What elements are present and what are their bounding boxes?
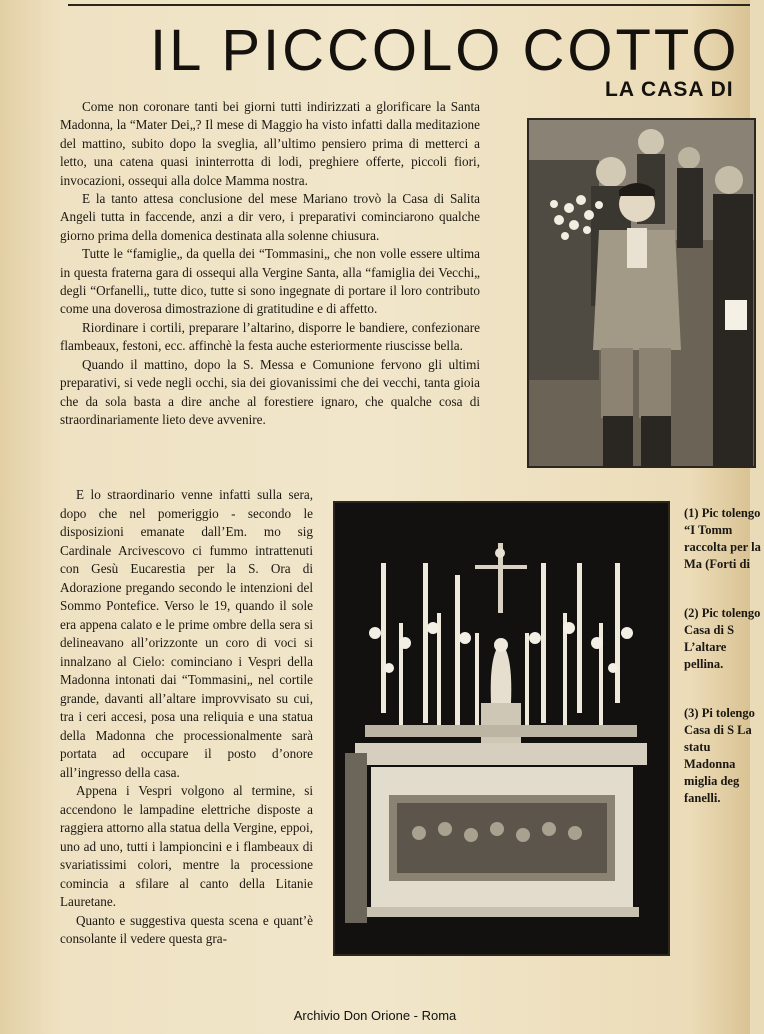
paragraph: Riordinare i cortili, preparare l’altarino, disporre le bandiere, confezionare flambeaux, festoni, ecc. affinchè la festa auche esteriormente riuscisse bella. xyxy=(60,319,480,354)
children-photo xyxy=(527,118,756,468)
paragraph: Quanto e suggestiva questa scena e quant’è consolante il vedere questa gra- xyxy=(60,912,313,946)
magazine-title: IL PICCOLO COTTO xyxy=(150,18,740,83)
top-rule xyxy=(68,4,750,6)
article-left-column xyxy=(60,486,313,949)
photo-captions xyxy=(684,505,764,839)
paragraph: Come non coronare tanti bei giorni tutti indirizzati a glorificare la Santa Madonna, la “Mater Dei„? Il mese di Maggio ha visto infatti dalla meditazione del mattino, subito dopo la sveglia, all’ultimo pensiero prima di metterci a letto, una catena quasi ininterrotta di lodi, preghiere offerte, piccoli fiori, invocazioni, ossequi alla dolce Mamma nostra. xyxy=(60,99,480,188)
paragraph: Appena i Vespri volgono al termine, si accendono le lampadine elettriche disposte a raggiera attorno alla statua della Vergine, eppoi, uno ad uno, tutti i lampioncini e i flambeaux di svariatissimi colori, mentre la processione comincia a sfilare al canto della Litanie Lauretane. xyxy=(60,783,313,909)
archive-watermark: Archivio Don Orione - Roma xyxy=(293,1008,457,1023)
paragraph: Quando il mattino, dopo la S. Messa e Comunione fervono gli ultimi preparativi, si vede negli occhi, sia dei giovanissimi che dei vecchi, tanta gioia che da sola basta a dire anche al forestiere ignaro, che qualche cosa di straordinariamente lieto deve avvenire. xyxy=(60,356,480,427)
paragraph: E la tanto attesa conclusione del mese Mariano trovò la Casa di Salita Angeli tutta in faccende, anzi a dir vero, i preparativi cominciarono qualche giorno prima della domenica destinata alla solenne chiusura. xyxy=(60,191,480,243)
paragraph: Tutte le “famiglie„ da quella dei “Tommasini„ che non volle essere ultima in questa fraterna gara di ossequi alla Vergine Santa, alla “famiglia dei Vecchi„ degli “Orfanelli„ tutte dico, tutte si sono ingegnate di portare il loro contributo come una doverosa dimostrazione di gratitudine e di affetto. xyxy=(60,246,480,317)
caption-1: (1) Pic tolengo “I Tomm raccolta per la Ma (Forti di xyxy=(684,506,761,571)
caption-2: (2) Pic tolengo Casa di S L’altare pellina. xyxy=(684,606,761,671)
paragraph: E lo straordinario venne infatti sulla sera, dopo che nel pomeriggio - secondo le disposizioni emanate dall’Em. mo sig Cardinale Arcivescovo ci fummo intrattenuti con Gesù Eucarestia per la S. Ora di Adorazione pregando secondo le intenzioni del Sommo Pontefice. Verso le 19, quando il sole era appena calato e le prime ombre della sera si delineavano all’orizzonte un coro di voci si innalzano al Cielo: cominciano i Vespri della Madonna intonati dai “Tommasini„ nel cortile grande, davanti all’altare improvvisato su cui, tra i ceri accesi, posa una reliquia e una statua della Madonna che processionalmente sarà portata ad occupare il posto d’onore all’ingresso della casa. xyxy=(60,487,313,780)
altar-photo xyxy=(333,501,670,956)
section-subtitle: LA CASA DI xyxy=(605,78,734,101)
caption-3: (3) Pi tolengo Casa di S La statu Madonna miglia deg fanelli. xyxy=(684,706,755,805)
article-top-column xyxy=(60,98,480,429)
